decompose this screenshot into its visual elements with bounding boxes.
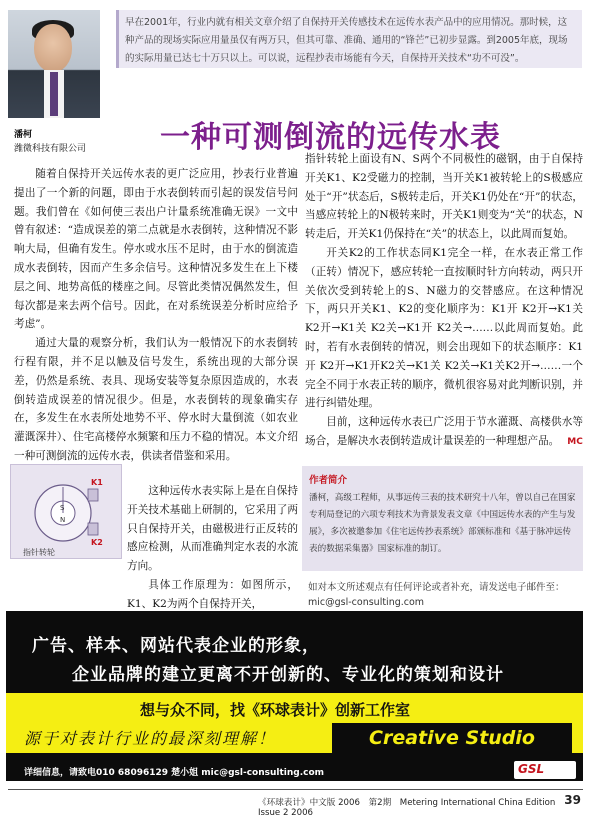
label-k1: K1 (91, 478, 103, 487)
ad-yellow-band (6, 693, 583, 753)
ad-line-3: 想与众不同，找《环球表计》创新工作室 (140, 701, 411, 719)
gsl-logo (514, 761, 576, 779)
body-left-column-lower (127, 482, 298, 614)
advertisement (6, 611, 583, 781)
body-paragraph: 随着自保持开关远传水表的更广泛应用，抄表行业普遍提出了一个新的问题，即由于水表倒转而引起的误发信号问题。我们曾在《如何使三表出户计量系统准确无误》一文中曾有叙述：“造成误差的第二点就是水表倒转，这种情况不影响大局，但确有发生。停水或水压不足时，由于水的倒流造成水表倒转，因而产生多余信号。这种情况多发生在上下楼层之间、地势高低的楼座之间。尽管此类情况偶然发生，但每次都是来去两个信号。因此，在对系统误差分析时应给予考虑”。 (14, 168, 298, 331)
sensor-diagram (10, 464, 122, 559)
ad-contact: 详细信息，请致电010 68096129 楚小姐 mic@gsl-consulting.com (24, 768, 325, 778)
contact-note: 如对本文所述观点有任何评论或者补充，请发送电子邮件至：mic@gsl-consulting.com (308, 582, 565, 608)
footer-info: 《环球表计》中文版 2006 第2期 Metering International China Edition Issue 2 2006 (258, 798, 564, 818)
end-mark: MC (567, 436, 583, 447)
diagram-svg (11, 465, 123, 560)
body-paragraph: 通过大量的观察分析，我们认为一般情况下的水表倒转行程有限，并不足以触及信号发生，系统出现的大部分误差，仍然是系统、表具、现场安装等复杂原因造成的，水表倒转造成误差的情况很少。但是，水表倒转的现象确实存在，多发生在水表所处地势不平、停水时大量倒流（如农业灌溉深井）、住宅高楼停水频繁和压力不稳的情况。本文介绍一种可测倒流的远传水表，供读者借鉴和采用。 (14, 337, 298, 462)
label-s: S (60, 504, 65, 512)
creative-studio-label: Creative Studio (332, 723, 572, 753)
body-right-column (305, 150, 583, 452)
label-n: N (60, 516, 66, 524)
switch-k2 (88, 523, 98, 535)
body-paragraph: 具体工作原理为：如图所示，K1、K2为两个自保持开关， (127, 578, 298, 610)
ad-line-2: 企业品牌的建立更离不开创新的、专业化的策划和设计 (72, 665, 504, 685)
page-footer (8, 789, 583, 818)
bio-text: 潘柯，高级工程师，从事远传三表的技术研究十八年，曾以自己在国家专利局登记的六项专利技术为背景发表文章《中国远传水表的产生与发展》，多次被邀参加《住宅远传抄表系统》部颁标准和《基于脉冲远传表的数据采集器》国家标准的制订。 (309, 493, 576, 554)
page-number: 39 (564, 793, 581, 807)
author-org: 潍微科技有限公司 (14, 144, 87, 154)
ad-slogan: 源于对表计行业的最深刻理解！ (24, 729, 277, 748)
body-text: 目前，这种远传水表已广泛用于节水灌溉、高楼供水等场合，是解决水表倒转造成计量误差的一种理想产品。 (305, 416, 583, 447)
diagram-caption: 指针转轮 (23, 548, 55, 557)
ad-line-1: 广告、样本、网站代表企业的形象， (32, 636, 320, 656)
body-paragraph: 指针转轮上面设有N、S两个不同极性的磁钢，由于自保持开关K1、K2受磁力的控制，当开关K1被转轮上的S极感应处于“开”状态后，S极转走后，开关K1仍处在“开”的状态，当感应转轮上的N极转来时，开关K1则变为“关”的状态，N转走后，开关K1仍保持在“关”的状态上，以此周而复始。 (305, 153, 583, 241)
gsl-logo-text: GSL (518, 762, 545, 776)
author-name: 潘柯 (14, 130, 33, 140)
bio-title: 作者简介 (309, 475, 348, 486)
author-bio-box (302, 466, 583, 571)
body-paragraph: 开关K2的工作状态同K1完全一样，在水表正常工作（正转）情况下，感应转轮一直按顺时针方向转动，两只开关依次受到转轮上的S、N磁力的交替感应。在这种情况下，两只开关K1、K2的变化顺序为：K1开 K2开→K1关 K2开→K1关 K2关→K1开 K2关→……以此周而复始。此时，若有水表倒转的情况，则会出现如下的状态顺序：K1开 K2开→K1开K2关→K1关 K2关→K1关K2开→……一个完全不同于水表正转的顺序，微机很容易对此判断识别，并进行纠错处理。 (305, 246, 583, 410)
body-paragraph (305, 413, 583, 452)
article-title: 一种可测倒流的远传水表 (160, 120, 501, 155)
intro-paragraph: 早在2001年，行业内就有相关文章介绍了自保持开关传感技术在远传水表产品中的应用情况。那时候，这种产品的现场实际应用量虽仅有两万只，但其可靠、准确、通用的“锋芒”已初步显露。到2005年底，现场的实际用量已达七十万只以上。可以说，远程抄表市场能有今天，自保持开关技术“功不可没”。 (116, 10, 582, 68)
switch-k1 (88, 489, 98, 501)
author-photo (8, 10, 100, 118)
label-k2: K2 (91, 538, 103, 547)
body-paragraph: 这种远传水表实际上是在自保持开关技术基础上研制的，它采用了两只自保持开关，由磁极进行正反转的感应检测，从而准确判定水表的水流方向。 (127, 485, 298, 573)
body-left-column (14, 165, 298, 466)
